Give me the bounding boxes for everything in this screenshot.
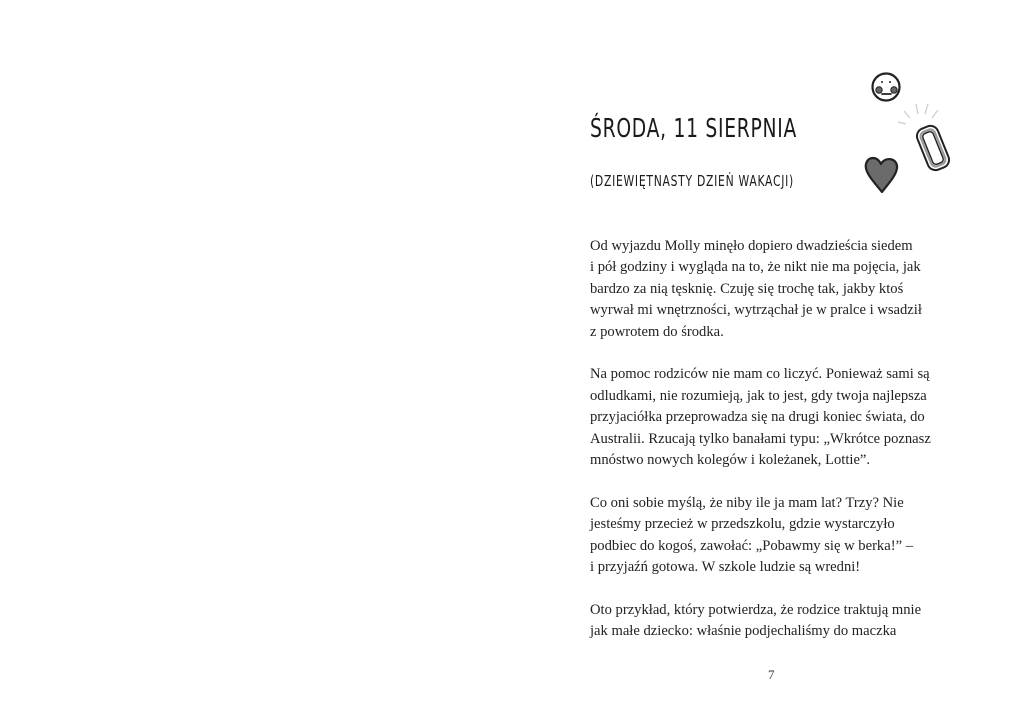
smiley-face-icon: [873, 74, 900, 101]
paragraph: [590, 493, 950, 579]
chapter-title: ŚRODA, 11 SIERPNIA: [590, 114, 798, 144]
doodle-illustration: [862, 66, 962, 198]
paragraph: [590, 364, 950, 471]
text-line: przyjaciółka przeprowadza się na drugi koniec świata, do: [590, 409, 925, 426]
heart-icon: [866, 158, 897, 192]
text-line: jak małe dziecko: właśnie podjechaliśmy do maczka: [590, 623, 897, 640]
text-line: Na pomoc rodziców nie mam co liczyć. Ponieważ sami są: [590, 366, 930, 383]
paragraph: [590, 600, 950, 643]
text-line: odludkami, nie rozumieją, jak to jest, gdy twoja najlepsza: [590, 387, 927, 404]
text-line: z powrotem do środka.: [590, 323, 724, 340]
chapter-subtitle: (DZIEWIĘTNASTY DZIEŃ WAKACJI): [590, 172, 794, 190]
right-page: [512, 0, 1024, 728]
mobile-phone-icon: [898, 104, 951, 173]
text-line: Oto przykład, który potwierdza, że rodzice traktują mnie: [590, 601, 922, 618]
text-line: jesteśmy przecież w przedszkolu, gdzie wystarczyło: [590, 516, 895, 533]
body-text: [590, 236, 950, 664]
paragraph: [590, 236, 950, 343]
text-line: podbiec do kogoś, zawołać: „Pobawmy się w berka!” –: [590, 537, 913, 554]
text-line: i przyjaźń gotowa. W szkole ludzie są wredni!: [590, 559, 861, 576]
text-line: Od wyjazdu Molly minęło dopiero dwadzieścia siedem: [590, 238, 913, 254]
text-line: i pół godziny i wygląda na to, że nikt nie ma pojęcia, jak: [590, 259, 921, 276]
text-line: bardzo za nią tęsknię. Czuję się trochę tak, jakby ktoś: [590, 280, 904, 297]
text-line: Co oni sobie myślą, że niby ile ja mam lat? Trzy? Nie: [590, 494, 904, 511]
text-line: wyrwał mi wnętrzności, wytrząchał je w pralce i wsadził: [590, 302, 922, 319]
text-line: mnóstwo nowych kolegów i koleżanek, Lottie”.: [590, 452, 871, 469]
page-number: 7: [768, 667, 775, 682]
text-line: Australii. Rzucają tylko banałami typu: „Wkrótce poznasz: [590, 430, 931, 447]
